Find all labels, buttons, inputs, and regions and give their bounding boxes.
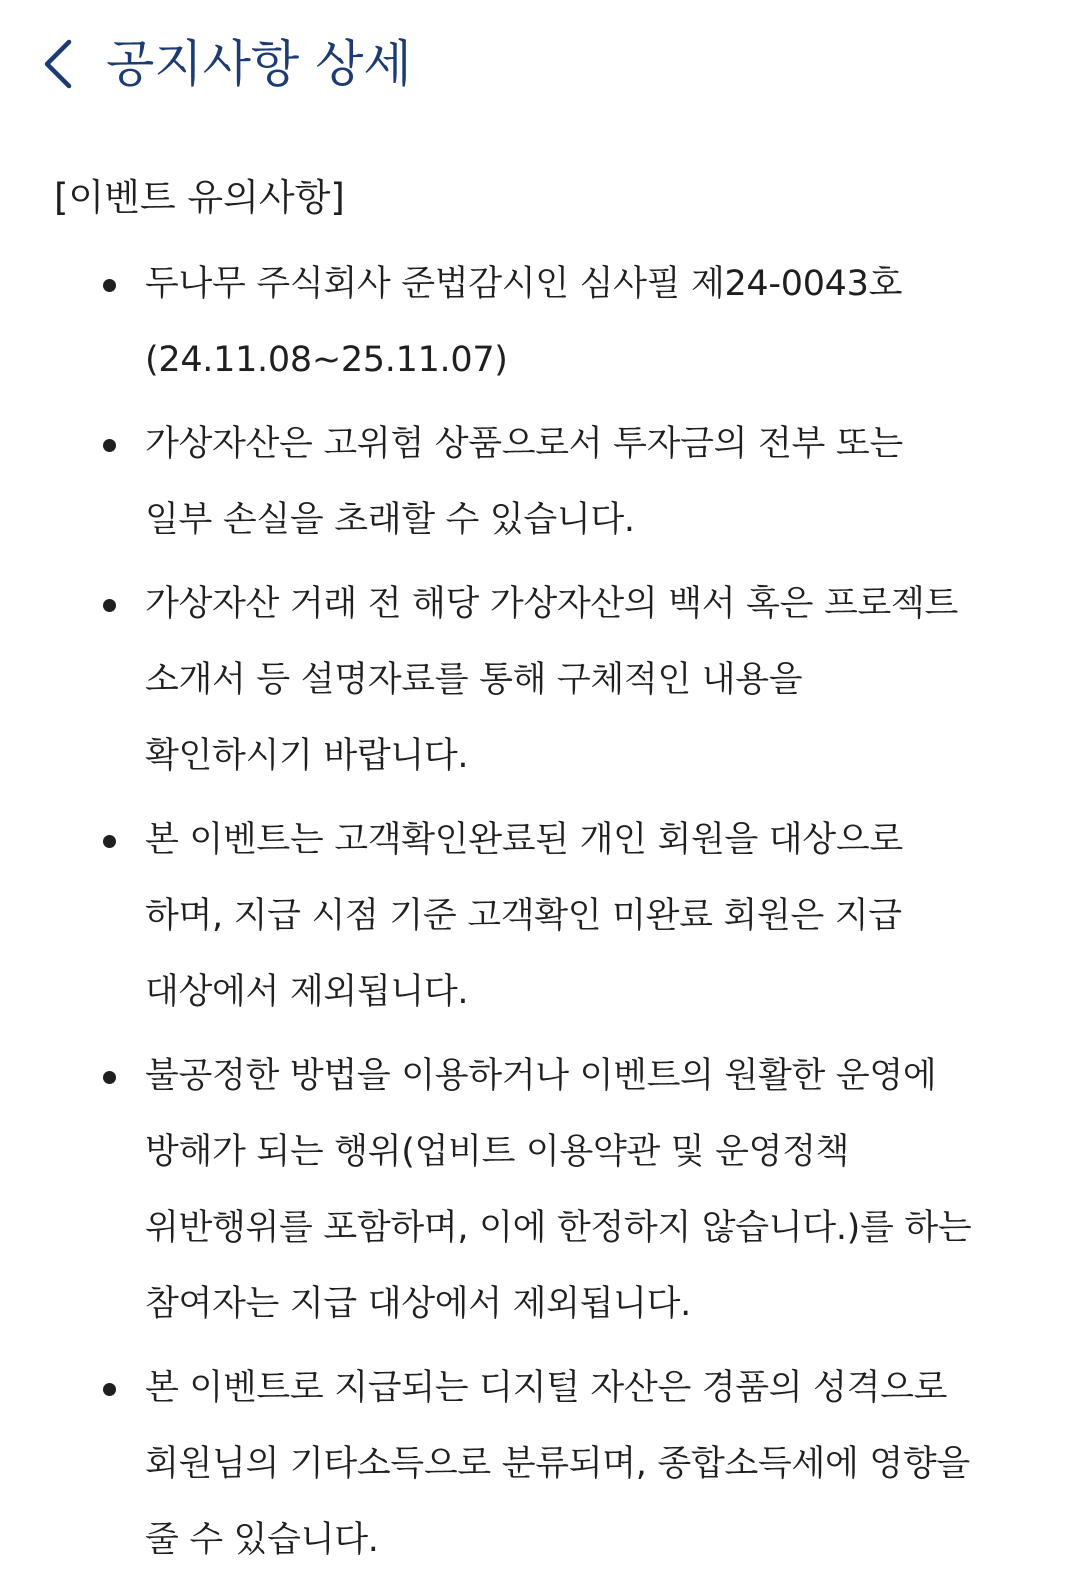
notice-text-line: 방해가 되는 행위(업비트 이용약관 및 운영정책 — [145, 1132, 850, 1172]
notice-text-line: 대상에서 제외됩니다. — [145, 972, 469, 1012]
chevron-left-icon — [41, 38, 75, 90]
bullet-dot — [103, 835, 116, 848]
bullet-dot — [103, 439, 116, 452]
list-item — [0, 1038, 1080, 1342]
top-app-bar — [0, 0, 1080, 130]
notice-text-line: 불공정한 방법을 이용하거나 이벤트의 원활한 운영에 — [145, 1056, 937, 1096]
notice-text-line: 본 이벤트는 고객확인완료된 개인 회원을 대상으로 — [145, 820, 903, 860]
notice-text-line: 위반행위를 포함하며, 이에 한정하지 않습니다.)를 하는 — [145, 1208, 972, 1248]
list-item — [0, 246, 1080, 398]
section-heading: [이벤트 유의사항] — [54, 176, 345, 219]
notice-text-line: 소개서 등 설명자료를 통해 구체적인 내용을 — [145, 660, 803, 700]
notice-text-line: 가상자산은 고위험 상품으로서 투자금의 전부 또는 — [145, 424, 903, 464]
notice-text-line: 두나무 주식회사 준법감시인 심사필 제24-0043호 — [145, 264, 903, 304]
notice-text-line: 본 이벤트로 지급되는 디지털 자산은 경품의 성격으로 — [145, 1368, 948, 1408]
bullet-dot — [103, 1383, 116, 1396]
list-item — [0, 406, 1080, 558]
notice-text-line: 하며, 지급 시점 기준 고객확인 미완료 회원은 지급 — [145, 896, 902, 936]
notice-text-line: 일부 손실을 초래할 수 있습니다. — [145, 500, 635, 540]
list-item — [0, 1350, 1080, 1578]
page-title: 공지사항 상세 — [106, 35, 412, 93]
back-button[interactable] — [32, 32, 84, 96]
notice-text-line: 줄 수 있습니다. — [145, 1520, 379, 1560]
notice-list — [0, 246, 1080, 1578]
bullet-dot — [103, 599, 116, 612]
list-item — [0, 566, 1080, 794]
bullet-dot — [103, 279, 116, 292]
notice-text-line: 회원님의 기타소득으로 분류되며, 종합소득세에 영향을 — [145, 1444, 970, 1484]
list-item — [0, 802, 1080, 1030]
notice-text-line: (24.11.08~25.11.07) — [145, 340, 508, 380]
notice-text-line: 참여자는 지급 대상에서 제외됩니다. — [145, 1284, 691, 1324]
bullet-dot — [103, 1071, 116, 1084]
notice-detail-content — [0, 160, 1080, 1586]
notice-text-line: 확인하시기 바랍니다. — [145, 736, 469, 776]
notice-text-line: 가상자산 거래 전 해당 가상자산의 백서 혹은 프로젝트 — [145, 584, 959, 624]
